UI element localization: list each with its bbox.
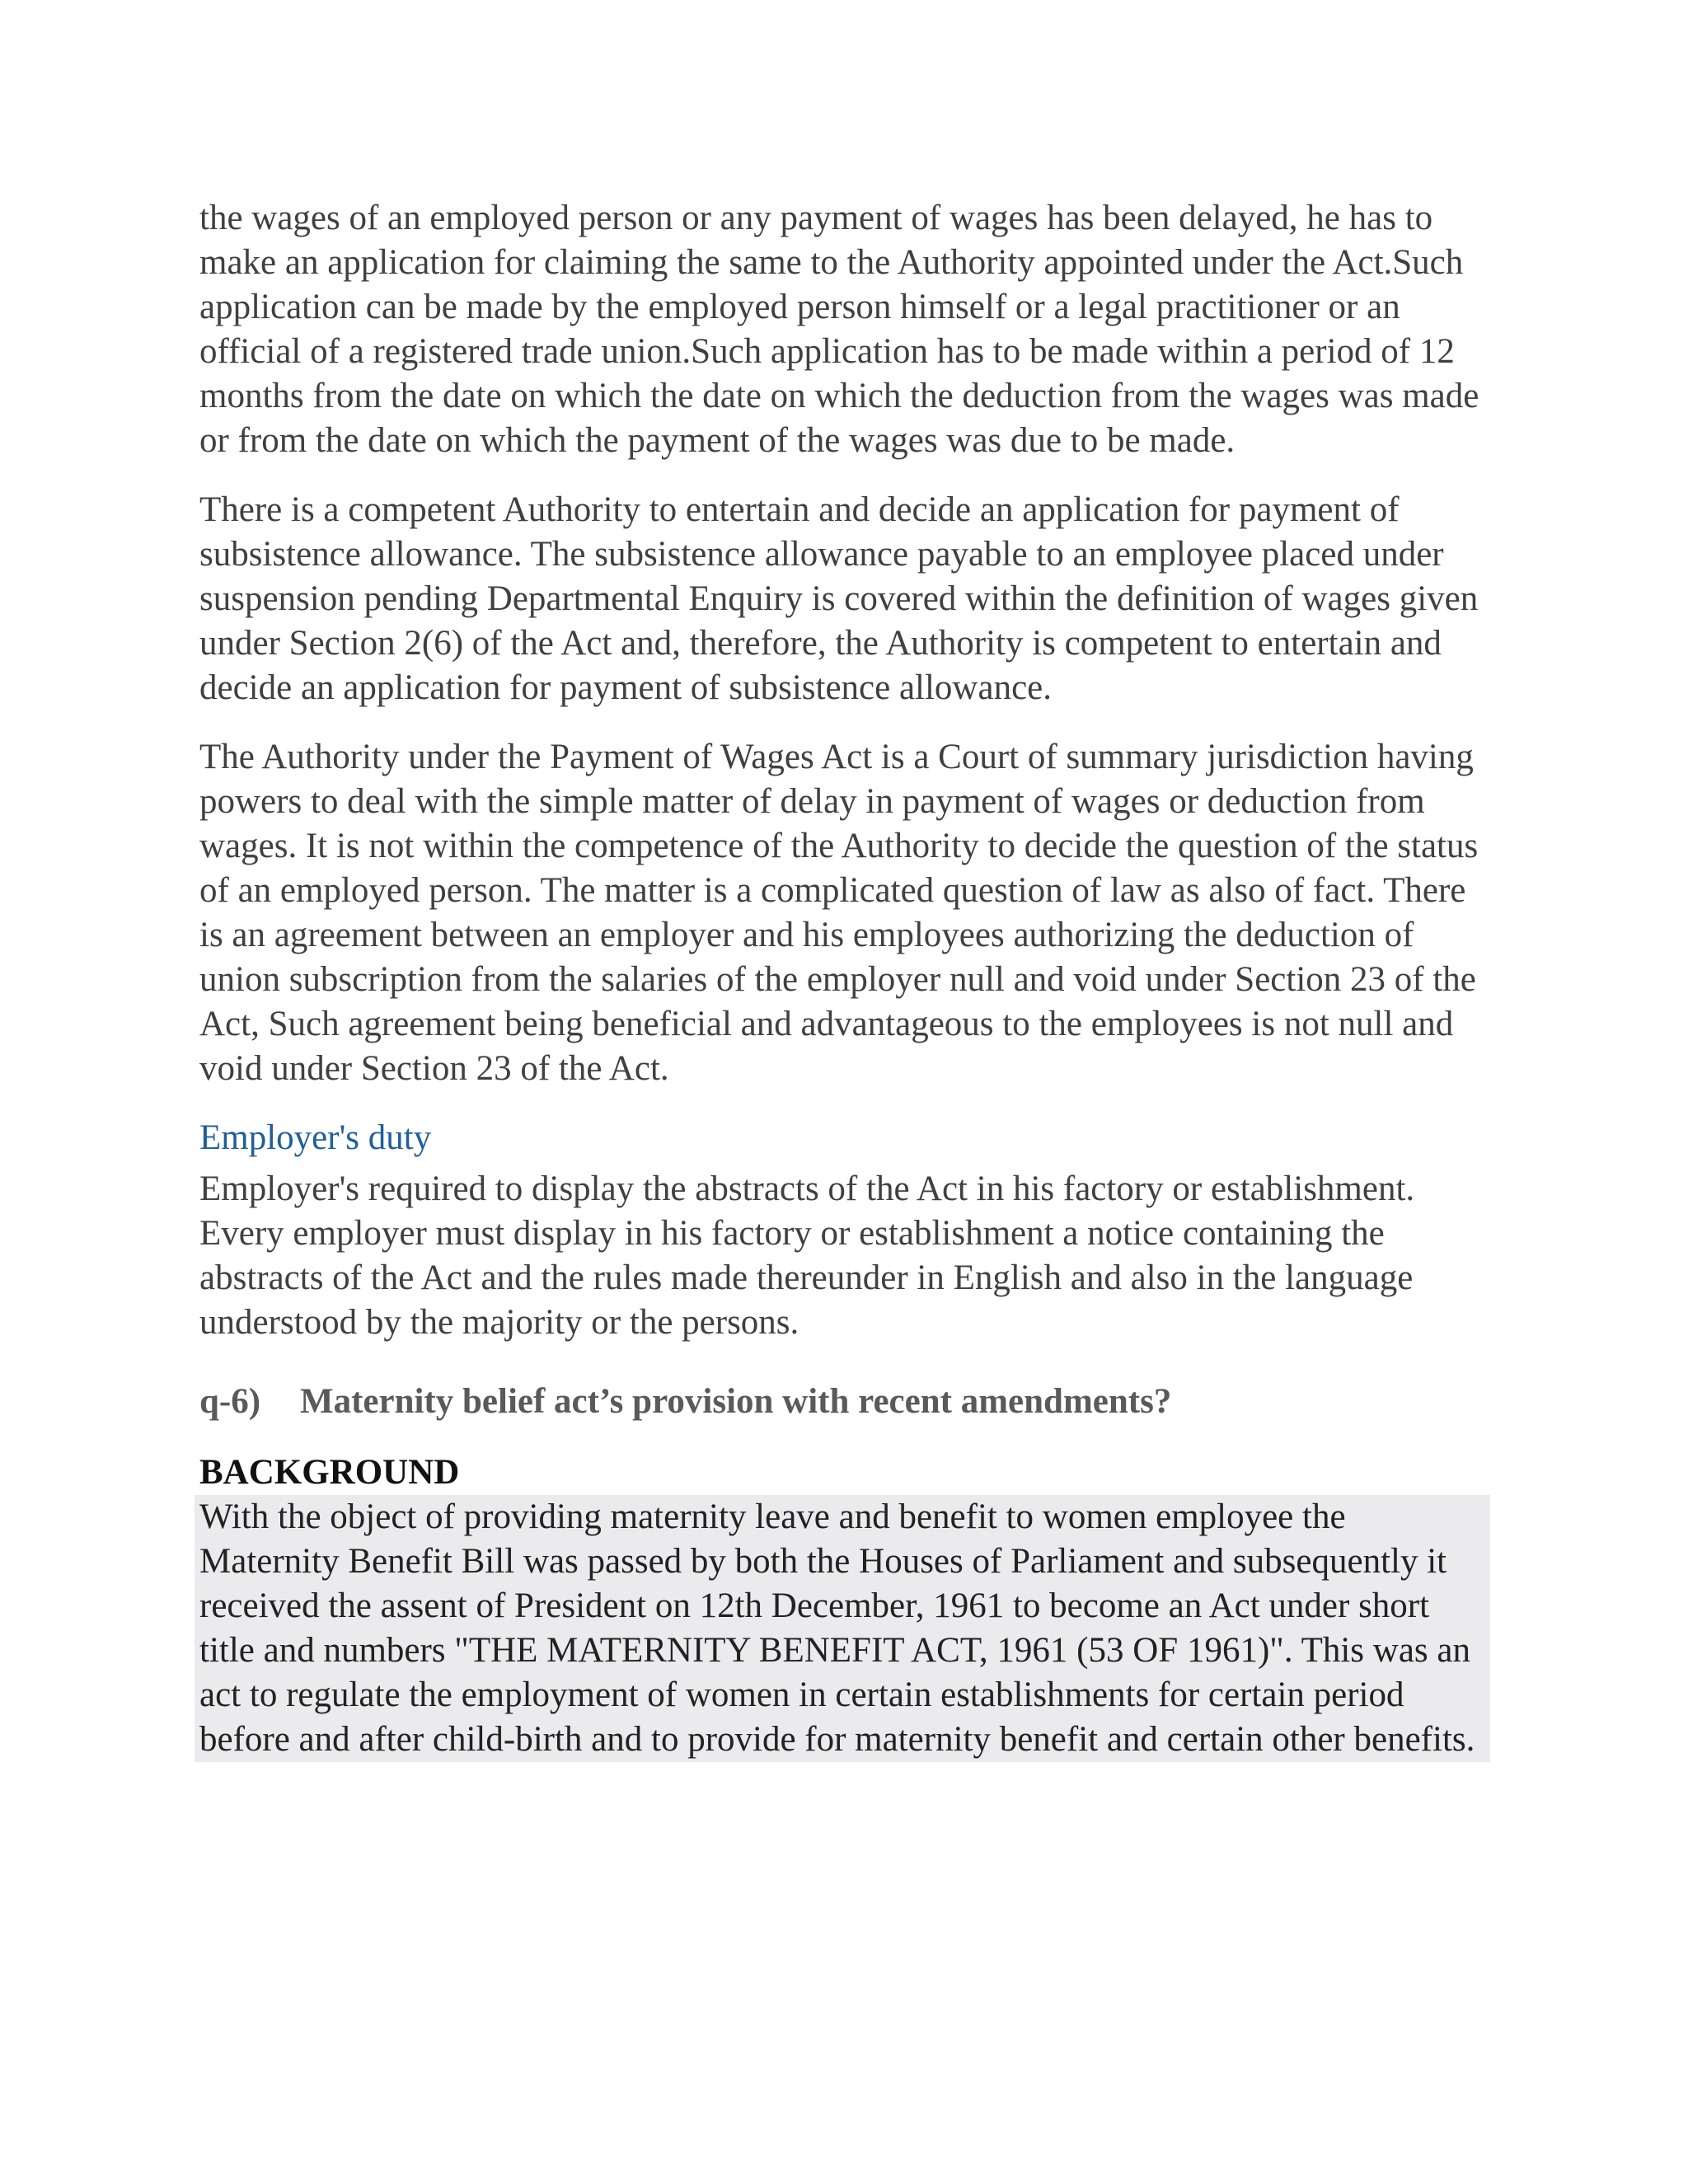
question-number: q-6) (199, 1382, 261, 1421)
paragraph-wages-application: the wages of an employed person or any payment of wages has been delayed, he has to make an application for claiming the same to the Authority appointed under the Act.Such application can be made by the employed person himself or a legal practitioner or an official of a registered trade union.Such application has to be made within a period of 12 months from the date on which the date on which the deduction from the wages was made or from the date on which the payment of the wages was due to be made. (199, 199, 1479, 460)
employer-duty-paragraph: Employer's required to display the abstracts of the Act in his factory or establishment. Every employer must display in his factory or establishment a notice containing the abstracts of the Act and the rules made thereunder in English and also in the language understood by the majority or the persons. (199, 1169, 1415, 1342)
document-body (199, 196, 1495, 1762)
paragraph-authority-jurisdiction: The Authority under the Payment of Wages Act is a Court of summary jurisdiction having powers to deal with the simple matter of delay in payment of wages or deduction from wages. It is not within the competence of the Authority to decide the question of the status of an employed person. The matter is a complicated question of law as also of fact. There is an agreement between an employer and his employees authorizing the deduction of union subscription from the salaries of the employer null and void under Section 23 of the Act, Such agreement being beneficial and advantageous to the employees is not null and void under Section 23 of the Act. (199, 738, 1479, 1088)
employer-duty-heading: Employer's duty (199, 1118, 432, 1157)
background-heading: BACKGROUND (199, 1453, 460, 1492)
question-heading (199, 1380, 1495, 1424)
paragraph-subsistence-allowance: There is a competent Authority to entertain and decide an application for payment of subsistence allowance. The subsistence allowance payable to an employee placed under suspension pending Departmental Enquiry is covered within the definition of wages given under Section 2(6) of the Act and, therefore, the Authority is competent to entertain and decide an application for payment of subsistence allowance. (199, 490, 1479, 707)
background-paragraph: With the object of providing maternity leave and benefit to women employee the Maternity Benefit Bill was passed by both the Houses of Parliament and subsequently it received the assent of President on 12th December, 1961 to become an Act under short title and numbers "THE MATERNITY BENEFIT ACT, 1961 (53 OF 1961)". This was an act to regulate the employment of women in certain establishments for certain period before and after child-birth and to provide for maternity benefit and certain other benefits. (195, 1495, 1490, 1762)
question-text: Maternity belief act’s provision with recent amendments? (300, 1382, 1172, 1421)
